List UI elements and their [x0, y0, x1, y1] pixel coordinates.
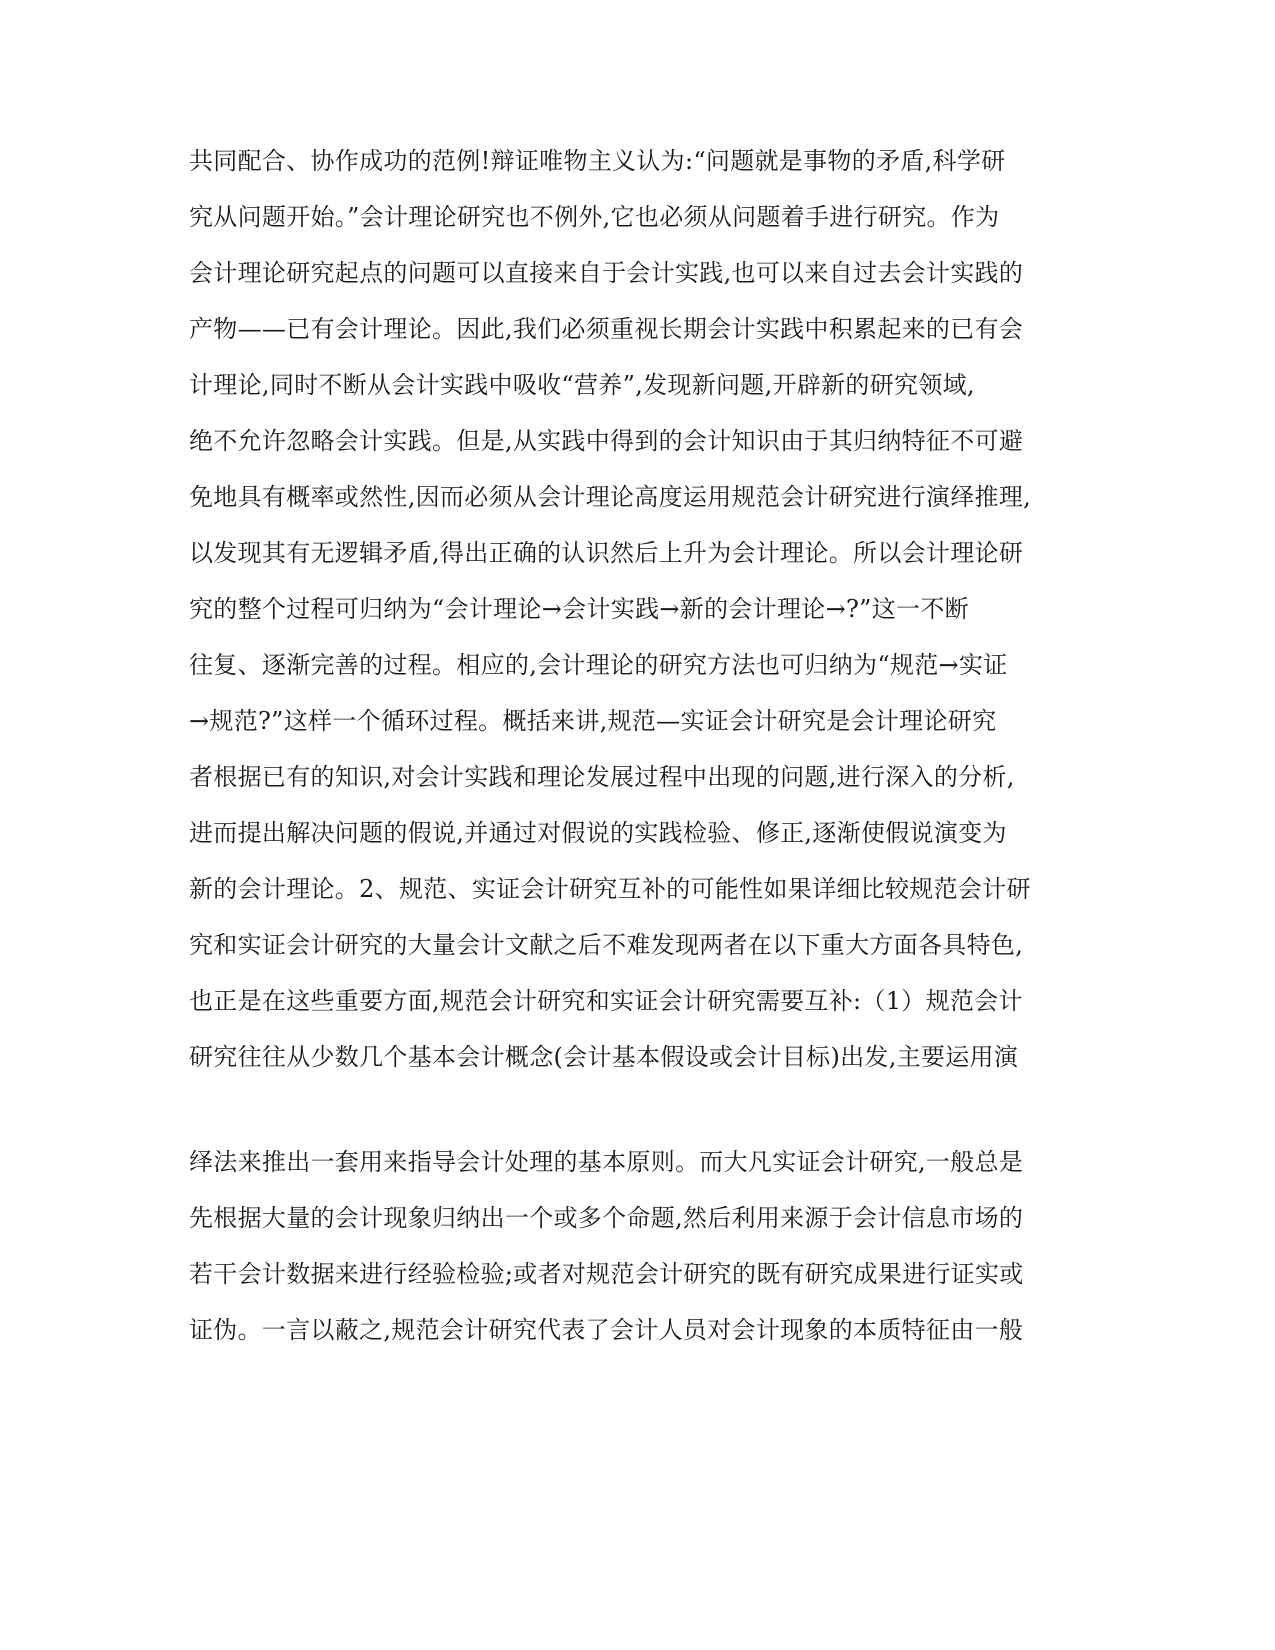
- paragraph-line: 产物——已有会计理论。因此,我们必须重视长期会计实践中积累起来的已有会: [189, 315, 1024, 343]
- paragraph-line: 新的会计理论。2、规范、实证会计研究互补的可能性如果详细比较规范会计研: [189, 875, 1031, 903]
- paragraph-line: 也正是在这些重要方面,规范会计研究和实证会计研究需要互补:（1）规范会计: [189, 987, 1023, 1015]
- paragraph-line: 研究往往从少数几个基本会计概念(会计基本假设或会计目标)出发,主要运用演: [189, 1043, 1019, 1071]
- paragraph-line: 究从问题开始。”会计理论研究也不例外,它也必须从问题着手进行研究。作为: [189, 203, 1000, 231]
- paragraph-line: 往复、逐渐完善的过程。相应的,会计理论的研究方法也可归纳为“规范→实证: [189, 651, 1008, 679]
- paragraph-line: 共同配合、协作成功的范例!辩证唯物主义认为:“问题就是事物的矛盾,科学研: [189, 147, 1006, 175]
- paragraph-line: 证伪。一言以蔽之,规范会计研究代表了会计人员对会计现象的本质特征由一般: [189, 1316, 1024, 1344]
- paragraph-line: 免地具有概率或然性,因而必须从会计理论高度运用规范会计研究进行演绎推理,: [189, 483, 1032, 511]
- paragraph-line: 究的整个过程可归纳为“会计理论→会计实践→新的会计理论→?”这一不断: [189, 595, 969, 623]
- paragraph-line: 绎法来推出一套用来指导会计处理的基本原则。而大凡实证会计研究,一般总是: [189, 1148, 1024, 1176]
- paragraph-line: 若干会计数据来进行经验检验;或者对规范会计研究的既有研究成果进行证实或: [189, 1260, 1024, 1288]
- paragraph-line: 计理论,同时不断从会计实践中吸收“营养”,发现新问题,开辟新的研究领域,: [189, 371, 975, 399]
- paragraph-line: →规范?”这样一个循环过程。概括来讲,规范—实证会计研究是会计理论研究: [189, 707, 997, 735]
- paragraph-line: 者根据已有的知识,对会计实践和理论发展过程中出现的问题,进行深入的分析,: [189, 763, 1015, 791]
- paragraph-line: 以发现其有无逻辑矛盾,得出正确的认识然后上升为会计理论。所以会计理论研: [189, 539, 1024, 567]
- paragraph-line: 究和实证会计研究的大量会计文献之后不难发现两者在以下重大方面各具特色,: [189, 931, 1024, 959]
- paragraph-line: 会计理论研究起点的问题可以直接来自于会计实践,也可以来自过去会计实践的: [189, 259, 1024, 287]
- paragraph-line: 进而提出解决问题的假说,并通过对假说的实践检验、修正,逐渐使假说演变为: [189, 819, 1007, 847]
- paragraph-line: 先根据大量的会计现象归纳出一个或多个命题,然后利用来源于会计信息市场的: [189, 1204, 1024, 1232]
- paragraph-line: 绝不允许忽略会计实践。但是,从实践中得到的会计知识由于其归纳特征不可避: [189, 427, 1024, 455]
